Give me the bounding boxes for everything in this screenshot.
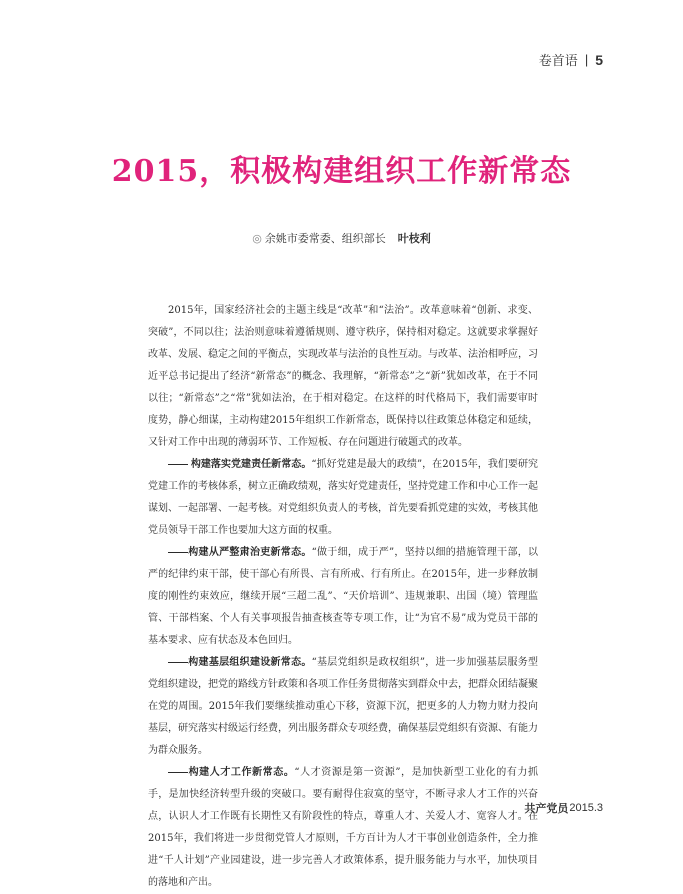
paragraph-lead: ——构建从严整肃治吏新常态。 bbox=[168, 547, 312, 558]
paragraph bbox=[148, 762, 538, 894]
page-number: 5 bbox=[595, 51, 603, 68]
paragraph-lead: ——构建基层组织建设新常态。 bbox=[168, 657, 312, 668]
paragraph-text: “做于细，成于严”，坚持以细的措施管理干部，以严的纪律约束干部，使干部心有所畏、言有所戒、行有所止。在2015年，进一步释放制度的刚性约束效应，继续开展“三超二乱”、“天价培训”、违规兼职、出国（境）管理监管、干部档案、个人有关事项报告抽查核查等专项工作，让“为官不易”成为党员干部的基本要求、应有状态及本色回归。 bbox=[148, 547, 539, 646]
author-line bbox=[0, 230, 683, 246]
magazine-logo: 共产党员 bbox=[524, 803, 569, 815]
issue-number: 2015.3 bbox=[569, 802, 603, 814]
paragraph bbox=[148, 300, 538, 454]
page-header bbox=[539, 50, 603, 69]
author-name: 叶枝利 bbox=[397, 233, 431, 245]
paragraph-lead: —— 构建落实党建责任新常态。 bbox=[168, 459, 312, 470]
header-divider: | bbox=[584, 52, 589, 67]
paragraph-text: 2015年，国家经济社会的主题主线是“改革”和“法治”。改革意味着“创新、求变、突破”，不同以往；法治则意味着遵循规则、遵守秩序，保持相对稳定。这就要求掌握好改革、发展、稳定之间的平衡点，实现改革与法治的良性互动。与改革、法治相呼应，习近平总书记提出了经济“新常态”的概念、我理解，“新常态”之“新”犹如改革，在于不同以往；“新常态”之“常”犹如法治，在于相对稳定。在这样的时代格局下，我们需要审时度势，静心细谋，主动构建2015年组织工作新常态，既保持以往政策总体稳定和延续，又针对工作中出现的薄弱环节、工作短板、存在问题进行破题式的改革。 bbox=[148, 305, 538, 448]
paragraph bbox=[148, 454, 538, 542]
author-affiliation: 余姚市委常委、组织部长 bbox=[264, 233, 386, 245]
article-title: 2015，积极构建组织工作新常态 bbox=[111, 154, 572, 189]
article-body bbox=[148, 300, 538, 894]
paragraph-text: “人才资源是第一资源”，是加快新型工业化的有力抓手，是加快经济转型升级的突破口。要有耐得住寂寞的坚守，不断寻求人才工作的兴奋点，认识人才工作既有长期性又有阶段性的特点，尊重人才、关爱人才、宽容人才。在2015年，我们将进一步贯彻党管人才原则，千方百计为人才干事创业创造条件，全力推进“千人计划”产业园建设，进一步完善人才政策体系，提升服务能力与水平，加快项目的落地和产出。 bbox=[148, 767, 539, 888]
paragraph bbox=[148, 652, 538, 762]
paragraph-text: “基层党组织是政权组织”，进一步加强基层服务型党组织建设，把党的路线方针政策和各项工作任务贯彻落实到群众中去，把群众团结凝聚在党的周围。2015年我们要继续推动重心下移，资源下沉，把更多的人力物力财力投向基层，研究落实村级运行经费，列出服务群众专项经费，确保基层党组织有资源、有能力为群众服务。 bbox=[148, 657, 539, 756]
paragraph-lead: ——构建人才工作新常态。 bbox=[168, 767, 295, 778]
paragraph bbox=[148, 542, 538, 652]
bullet-icon: ◎ bbox=[252, 233, 262, 245]
page-footer bbox=[524, 800, 603, 816]
section-label: 卷首语 bbox=[538, 53, 578, 68]
paragraph-text: “抓好党建是最大的政绩”，在2015年，我们要研究党建工作的考核体系，树立正确政绩观，落实好党建责任，坚持党建工作和中心工作一起谋划、一起部署、一起考核。对党组织负责人的考核，首先要看抓党建的实效，考核其他党员领导干部工作也要加大这方面的权重。 bbox=[148, 459, 538, 536]
